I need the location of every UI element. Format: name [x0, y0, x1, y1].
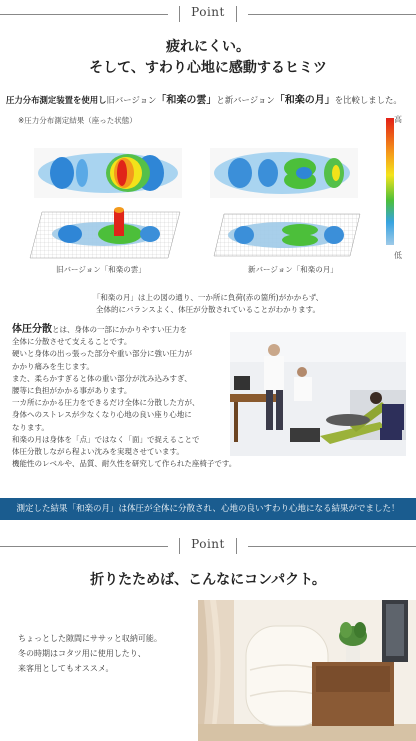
divider-line: [0, 546, 168, 547]
divider-line: [248, 14, 416, 15]
comparison-line-2: 全体的にバランスよく、体圧が分散されていることがわかります。: [95, 305, 321, 314]
old-product-name: 「和楽の雲」: [156, 95, 217, 106]
fold-line: 冬の時期はコタツ用に使用したり、: [18, 649, 146, 658]
comparison-intro: [6, 91, 416, 106]
headline-line-2: そして、すわり心地に感動するヒミツ: [89, 60, 327, 76]
intro-part-4: を比較しました。: [334, 95, 402, 105]
pressure-map-figure: [0, 130, 416, 266]
intro-part-2: 旧バージョン: [106, 95, 157, 105]
point-label: Point: [191, 5, 225, 19]
divider-line: [0, 14, 168, 15]
pressure-line: 一カ所にかかる圧力をできるだけ全体に分散した方が、: [12, 398, 200, 408]
result-banner: 測定した結果「和楽の月」は体圧が全体に分散され、心地の良いすわり心地になる結果がでました！: [0, 498, 416, 520]
scale-low-label: 低: [394, 251, 402, 260]
new-product-name: 「和楽の月」: [274, 95, 335, 106]
headline-line-1: 疲れにくい。: [166, 39, 250, 55]
old-map-label: 旧バージョン「和楽の雲」: [56, 265, 146, 274]
pressure-lead-rest: とは、身体の一部にかかりやすい圧力を: [52, 325, 187, 334]
point-label: Point: [191, 537, 225, 551]
old-pressure-map-top: [34, 148, 182, 198]
new-pressure-map-top: [210, 148, 358, 198]
compact-headline: [0, 570, 416, 591]
scale-high-label: 高: [394, 115, 402, 124]
point-divider-top: [0, 0, 416, 28]
point-divider-bottom: [0, 532, 416, 560]
divider-tick: [236, 6, 237, 22]
pressure-line: なります。: [12, 422, 49, 432]
fold-description: [18, 631, 162, 676]
pressure-line: 機能性のレベルや、品質、耐久性を研究して作られた座椅子です。: [12, 459, 237, 469]
divider-line: [248, 546, 416, 547]
pressure-line: 体圧分散しながら程よい沈みを実現させています。: [12, 447, 184, 457]
fold-line: 来客用としてもオススメ。: [18, 664, 114, 673]
pressure-line: 全体に分散させて支えることです。: [12, 337, 132, 347]
intro-part-1: 圧力分布測定装置を使用し: [6, 95, 107, 105]
old-pressure-map-3d: [30, 207, 180, 258]
pressure-line: 和楽の月は身体を「点」ではなく「面」で捉えることで: [12, 434, 200, 444]
comparison-line-1: 「和楽の月」は上の図の通り、一か所に負荷(赤の箇所)がかからず、: [92, 293, 324, 302]
lab-testing-photo: [230, 332, 406, 456]
pressure-line: 腰等に負担がかかる事があります。: [12, 386, 132, 396]
new-pressure-map-3d: [214, 214, 360, 256]
pressure-color-scale: [386, 118, 394, 245]
pressure-line: かかり痛みを生じます。: [12, 361, 94, 371]
folded-chair-photo: [198, 600, 416, 741]
headline-line-1: 折りたためば、こんなにコンパクト。: [90, 572, 326, 588]
measurement-caption: ※圧力分布測定結果（座った状態）: [18, 116, 137, 125]
pressure-dispersion-text: [12, 324, 242, 470]
fold-line: ちょっとした隙間にササッと収納可能。: [18, 634, 162, 643]
divider-tick: [236, 538, 237, 554]
new-map-label: 新バージョン「和楽の月」: [248, 265, 338, 274]
secret-headline: [0, 37, 416, 79]
pressure-lead: 体圧分散: [12, 324, 52, 335]
pressure-line: また、柔らかすぎると体の重い部分が沈み込みすぎ、: [12, 373, 192, 383]
pressure-line: 身体へのストレスが少なくなり心地の良い座り心地に: [12, 410, 192, 420]
comparison-text: [0, 292, 416, 316]
pressure-line: 硬いと身体の出っ張った部分や重い部分に強い圧力が: [12, 349, 192, 359]
intro-part-3: と新バージョン: [216, 95, 275, 105]
